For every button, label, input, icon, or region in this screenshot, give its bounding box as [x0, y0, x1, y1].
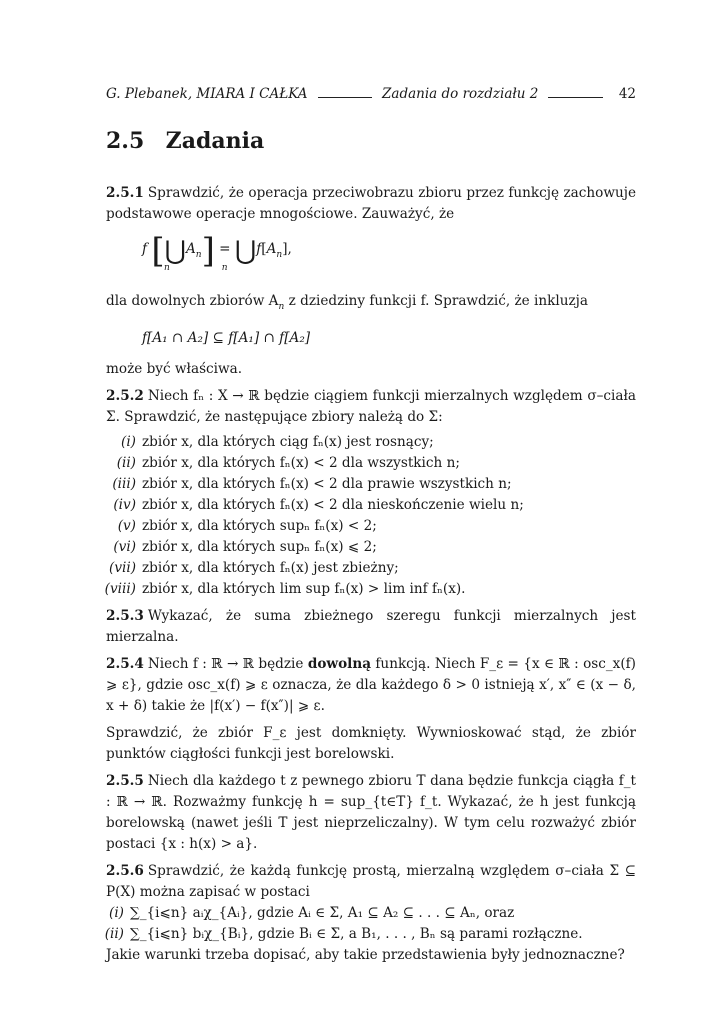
- formula-inclusion: f[A₁ ∩ A₂] ⊆ f[A₁] ∩ f[A₂]: [142, 330, 311, 346]
- exercise-2-5-2: [106, 386, 636, 428]
- list-item: (ii) zbiór x, dla których fₙ(x) < 2 dla wszystkich n;: [116, 455, 460, 471]
- exercise-text: Niech dla każdego t z pewnego zbioru T dana będzie funkcja ciągła f_t : ℝ → ℝ. Rozważmy funkcję h = sup_{t∈T} f_t. Wykazać, że h jest funkcją borelowską (nawet jeśli T jest nieprzeliczalny). W tym celu rozważyć zbiór postaci {x : h(x) > a}.: [106, 773, 636, 852]
- header-author-title: G. Plebanek, MIARA I CAŁKA: [106, 86, 308, 102]
- exercise-2-5-1: [106, 183, 636, 225]
- formula-preimage-union: f $[⋃A_n]$ = $⋃f[A_n]$, n n: [142, 231, 292, 273]
- running-header: [106, 84, 636, 104]
- list-item: (i) zbiór x, dla których ciąg fₙ(x) jest rosnący;: [121, 434, 434, 450]
- exercise-text: Wykazać, że suma zbieżnego szeregu funkcji mierzalnych jest mierzalna.: [106, 608, 636, 645]
- exercise-2-5-1-cont: dla dowolnych zbiorów $A_n$ z dziedziny funkcji f. Sprawdzić, że inkluzja: [106, 293, 588, 312]
- list-item: (v) zbiór x, dla których supₙ fₙ(x) < 2;: [117, 518, 377, 534]
- header-rule-right: [548, 97, 602, 98]
- exercise-text: Sprawdzić, że każdą funkcję prostą, mierzalną względem σ–ciała Σ ⊆ P(X) można zapisać w postaci: [106, 863, 636, 900]
- exercise-2-5-6: [106, 861, 636, 903]
- exercise-2-5-4: 2.5.4 Niech f : ℝ → ℝ będzie dowolną funkcją. Niech F_ε = {x ∈ ℝ : osc_x(f) ⩾ ε}, gdzie osc_x(f) ⩾ ε oznacza, że dla każdego δ > 0 istnieją x′, x″ ∈ (x − δ, x + δ) takie że |f(x′) − f(x″)| ⩾ ε.: [106, 656, 636, 714]
- list-item: (vii) zbiór x, dla których fₙ(x) jest zbieżny;: [109, 560, 399, 576]
- exercise-number: 2.5.2: [106, 388, 144, 404]
- emphasis-word: dowolną: [307, 656, 372, 672]
- page-number: 42: [618, 86, 637, 102]
- section-heading: [106, 128, 264, 154]
- exercise-number: 2.5.4: [106, 656, 144, 672]
- header-rule-left: [318, 97, 372, 98]
- exercise-text: Sprawdzić, że operacja przeciwobrazu zbioru przez funkcję zachowuje podstawowe operacje mnogościowe. Zauważyć, że: [106, 185, 636, 222]
- section-number: 2.5: [106, 128, 145, 154]
- exercise-2-5-4-cont: Sprawdzić, że zbiór F_ε jest domknięty. Wywnioskować stąd, że zbiór punktów ciągłości funkcji jest borelowski.: [106, 725, 636, 762]
- exercise-2-5-6-closing: Jakie warunki trzeba dopisać, aby takie przedstawienia były jednoznaczne?: [106, 947, 625, 963]
- exercise-text: Niech fₙ : X → ℝ będzie ciągiem funkcji mierzalnych względem σ–ciała Σ. Sprawdzić, że następujące zbiory należą do Σ:: [106, 388, 636, 425]
- exercise-2-5-3: [106, 606, 636, 648]
- exercise-number: 2.5.5: [106, 773, 144, 789]
- list-item: (iv) zbiór x, dla których fₙ(x) < 2 dla nieskończenie wielu n;: [113, 497, 524, 513]
- exercise-2-5-5: [106, 771, 636, 855]
- exercises: [106, 183, 636, 966]
- exercise-2-5-2-list: [96, 432, 636, 600]
- exercise-2-5-1-end: może być właściwa.: [106, 361, 243, 377]
- list-item: (viii) zbiór x, dla których lim sup fₙ(x) > lim inf fₙ(x).: [104, 581, 466, 597]
- list-item: (ii) ∑_{i⩽n} bᵢχ_{Bᵢ}, gdzie Bᵢ ∈ Σ, a B₁, . . . , Bₙ są parami rozłączne.: [104, 926, 583, 942]
- exercise-number: 2.5.3: [106, 608, 144, 624]
- list-item: (vi) zbiór x, dla których supₙ fₙ(x) ⩽ 2;: [113, 539, 377, 555]
- exercise-number: 2.5.1: [106, 185, 144, 201]
- section-title: Zadania: [165, 128, 265, 154]
- list-item: (iii) zbiór x, dla których fₙ(x) < 2 dla prawie wszystkich n;: [112, 476, 512, 492]
- exercise-2-5-6-list: [84, 903, 636, 945]
- exercise-number: 2.5.6: [106, 863, 144, 879]
- list-item: (i) ∑_{i⩽n} aᵢχ_{Aᵢ}, gdzie Aᵢ ∈ Σ, A₁ ⊆ A₂ ⊆ . . . ⊆ Aₙ, oraz: [109, 905, 515, 921]
- header-chapter: Zadania do rozdziału 2: [382, 86, 539, 102]
